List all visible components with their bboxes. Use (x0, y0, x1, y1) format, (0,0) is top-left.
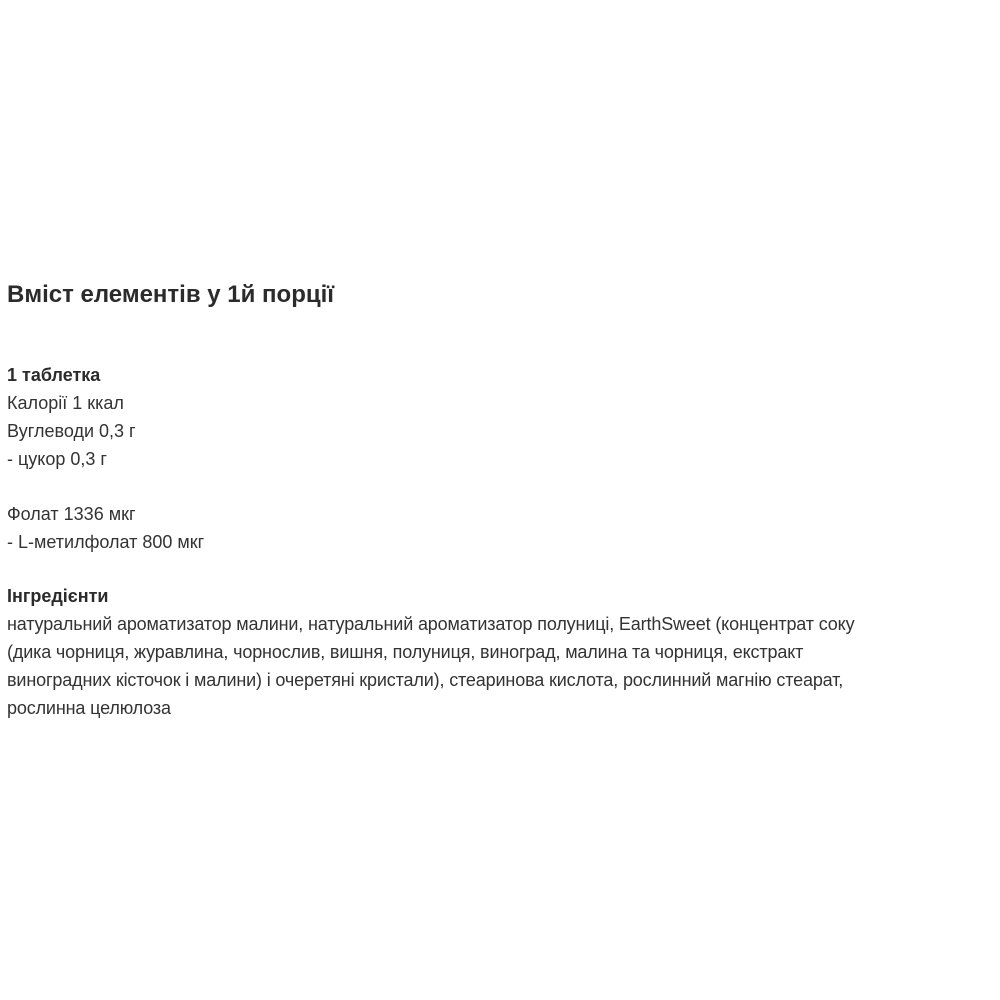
carbohydrates-line: Вуглеводи 0,3 г (7, 421, 136, 441)
ingredients-text-line-3: виноградних кісточок і малини) і очеретяні кристали), стеаринова кислота, рослинний магнію стеарат, (7, 670, 844, 690)
serving-size: 1 таблетка (7, 365, 101, 385)
folate-line: Фолат 1336 мкг (7, 504, 136, 524)
serving-info (7, 361, 136, 473)
ingredients-section (7, 582, 995, 722)
folate-info (7, 500, 204, 556)
ingredients-text-line-1: натуральний ароматизатор малини, натуральний ароматизатор полуниці, EarthSweet (концентрат соку (7, 614, 855, 634)
sugar-line: - цукор 0,3 г (7, 449, 107, 469)
methylfolate-line: - L-метилфолат 800 мкг (7, 532, 205, 552)
ingredients-text-line-4: рослинна целюлоза (7, 698, 171, 718)
ingredients-text-line-2: (дика чорниця, журавлина, чорнослив, вишня, полуниця, виноград, малина та чорниця, екстракт (7, 642, 804, 662)
page-title: Вміст елементів у 1й порції (7, 281, 335, 308)
ingredients-heading: Інгредієнти (7, 586, 109, 606)
calories-line: Калорії 1 ккал (7, 393, 124, 413)
